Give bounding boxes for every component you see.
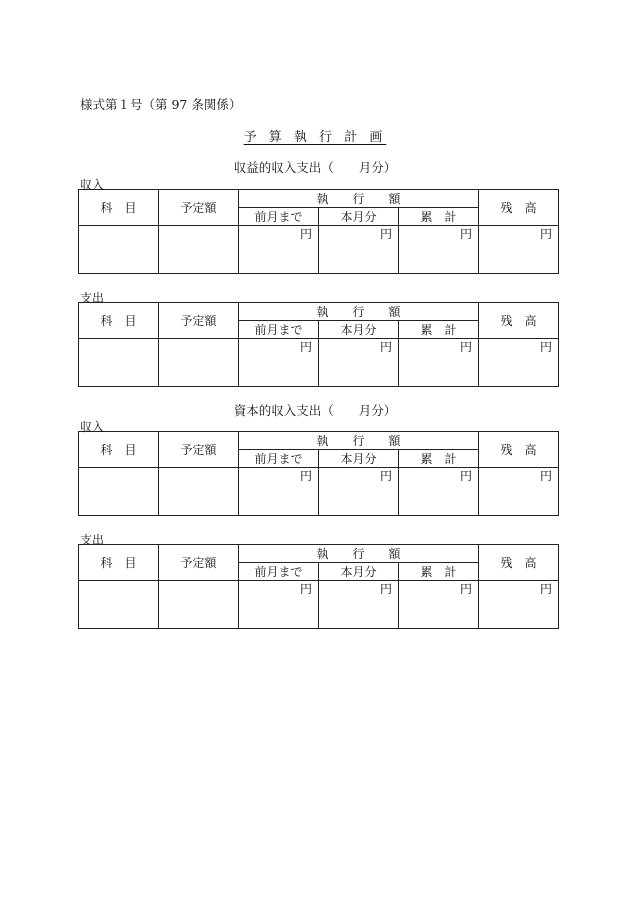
cell-subject (79, 226, 159, 274)
table-label-income: 収入 (80, 178, 105, 192)
cell-previous: 円 (239, 226, 319, 274)
cell-balance: 円 (479, 339, 559, 387)
header-execution: 執 行 額 (239, 190, 479, 208)
header-balance: 残 高 (479, 303, 559, 339)
cell-budget (159, 339, 239, 387)
table-label-expense: 支出 (80, 291, 105, 305)
budget-table-capital-expense (78, 544, 559, 629)
header-budget: 予定額 (159, 432, 239, 468)
header-cumulative: 累 計 (399, 563, 479, 581)
budget-table-revenue-expense (78, 302, 559, 387)
budget-table-revenue-income (78, 189, 559, 274)
cell-cumulative: 円 (399, 581, 479, 629)
header-this-month: 本月分 (319, 321, 399, 339)
cell-this-month: 円 (319, 468, 399, 516)
cell-this-month: 円 (319, 339, 399, 387)
cell-balance: 円 (479, 226, 559, 274)
header-execution: 執 行 額 (239, 432, 479, 450)
cell-balance: 円 (479, 581, 559, 629)
form-number: 様式第１号（第 97 条関係） (80, 97, 242, 112)
header-budget: 予定額 (159, 545, 239, 581)
section-heading-capital: 資本的収入支出（ 月分） (233, 403, 397, 418)
header-this-month: 本月分 (319, 208, 399, 226)
header-balance: 残 高 (479, 545, 559, 581)
cell-cumulative: 円 (399, 468, 479, 516)
header-previous: 前月まで (239, 563, 319, 581)
header-subject: 科 目 (79, 303, 159, 339)
cell-subject (79, 339, 159, 387)
cell-previous: 円 (239, 468, 319, 516)
cell-budget (159, 581, 239, 629)
header-previous: 前月まで (239, 450, 319, 468)
header-cumulative: 累 計 (399, 208, 479, 226)
cell-cumulative: 円 (399, 339, 479, 387)
header-cumulative: 累 計 (399, 321, 479, 339)
header-budget: 予定額 (159, 303, 239, 339)
cell-balance: 円 (479, 468, 559, 516)
budget-table-capital-income (78, 431, 559, 516)
section-heading-revenue: 収益的収入支出（ 月分） (233, 160, 397, 175)
header-subject: 科 目 (79, 190, 159, 226)
table-label-income: 収入 (80, 420, 105, 434)
document-title: 予 算 執 行 計 画 (243, 130, 387, 145)
cell-budget (159, 468, 239, 516)
header-previous: 前月まで (239, 321, 319, 339)
cell-cumulative: 円 (399, 226, 479, 274)
cell-budget (159, 226, 239, 274)
table-label-expense: 支出 (80, 533, 105, 547)
header-subject: 科 目 (79, 432, 159, 468)
header-budget: 予定額 (159, 190, 239, 226)
header-balance: 残 高 (479, 432, 559, 468)
header-this-month: 本月分 (319, 563, 399, 581)
cell-subject (79, 468, 159, 516)
header-this-month: 本月分 (319, 450, 399, 468)
header-execution: 執 行 額 (239, 545, 479, 563)
header-subject: 科 目 (79, 545, 159, 581)
cell-this-month: 円 (319, 226, 399, 274)
header-execution: 執 行 額 (239, 303, 479, 321)
header-balance: 残 高 (479, 190, 559, 226)
cell-this-month: 円 (319, 581, 399, 629)
header-cumulative: 累 計 (399, 450, 479, 468)
header-previous: 前月まで (239, 208, 319, 226)
cell-subject (79, 581, 159, 629)
cell-previous: 円 (239, 339, 319, 387)
cell-previous: 円 (239, 581, 319, 629)
